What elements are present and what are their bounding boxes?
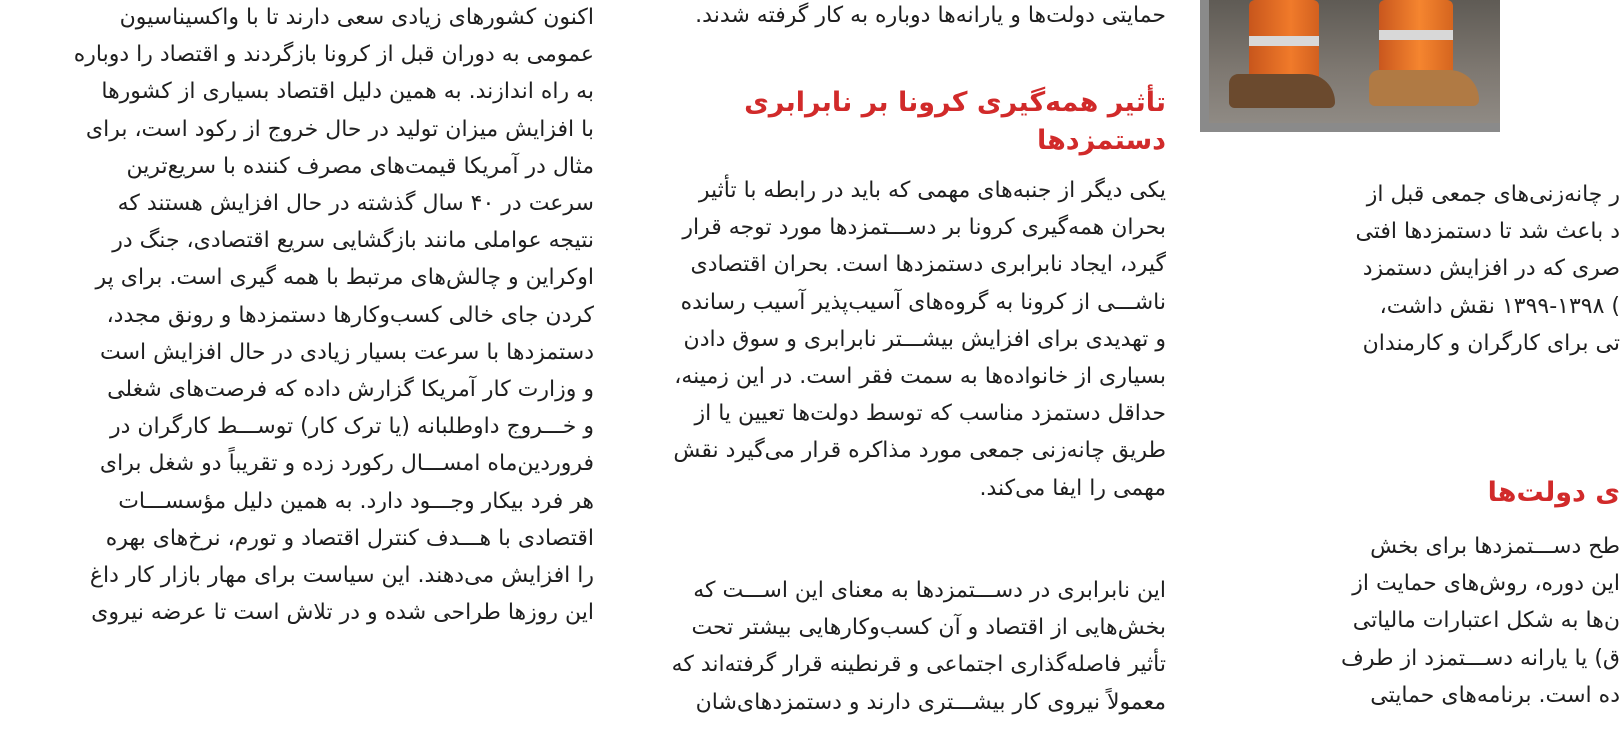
section-heading <box>620 84 1166 160</box>
text-line: ) ۱۳۹۹-۱۳۹۸ نقش داشت، <box>1379 293 1620 319</box>
text-line: کردن جای خالی کسب‌وکارها دستمزدها و رونق مجدد، <box>106 302 594 328</box>
text-line: بحران همه‌گیری کرونا بر دســـتمزدها مورد توجه قرار <box>682 215 1166 241</box>
text-line: به راه اندازند. به همین دلیل اقتصاد بسیاری از کشورها <box>101 79 594 105</box>
text-line: این نابرابری در دســـتمزدها به معنای این اســـت که <box>693 578 1166 603</box>
text-line: هر فرد بیکار وجـــود دارد. به همین دلیل مؤسســـات <box>118 488 594 514</box>
middle-top-text <box>620 0 1166 34</box>
heading-line: دستمزدها <box>1036 125 1166 156</box>
text-line: حداقل دستمزد مناسب که توسط دولت‌ها تعیین یا از <box>694 401 1166 427</box>
middle-paragraph-1 <box>620 172 1166 507</box>
text-line: گیرد، ایجاد نابرابری دستمزدها است. بحران اقتصادی <box>690 252 1166 278</box>
text-line: د باعث شد تا دستمزدها افتی <box>1355 219 1620 245</box>
middle-column <box>620 0 1166 743</box>
text-line: ناشـــی از کرونا به گروه‌های آسیب‌پذیر آسیب رسانده <box>680 289 1166 315</box>
text-line: با افزایش میزان تولید در حال خروج از رکود است، برای <box>85 116 594 142</box>
text-line: یکی دیگر از جنبه‌های مهمی که باید در رابطه با تأثیر <box>698 178 1166 203</box>
text-line: مثال در آمریکا قیمت‌های مصرف کننده با سریع‌ترین <box>126 153 594 179</box>
text-line: و خـــروج داوطلبانه (یا ترک کار) توســـط کارگران در <box>109 414 594 440</box>
text-line: مهمی را ایفا می‌کند. <box>979 475 1166 501</box>
text-line: تی برای کارگران و کارمندان <box>1362 330 1620 356</box>
text-line: معمولاً نیروی کار بیشـــتری دارند و دستمزدهای‌شان <box>695 689 1166 715</box>
text-line: نتیجه عواملی مانند بازگشایی سریع اقتصادی، جنگ در <box>112 228 594 254</box>
text-line: اقتصادی با هـــدف کنترل اقتصاد و تورم، نرخ‌های بهره <box>105 525 594 551</box>
middle-paragraph-2 <box>620 572 1166 721</box>
text-line: اکنون کشورهای زیادی سعی دارند تا با واکسیناسیون <box>119 5 594 30</box>
text-line: ده است. برنامه‌های حمایتی <box>1370 682 1620 708</box>
text-line: و وزارت کار آمریکا گزارش داده که فرصت‌های شغلی <box>107 377 594 403</box>
text-line: عمومی به دوران قبل از کرونا بازگردند و اقتصاد را دوباره <box>73 42 594 68</box>
text-line: بسیاری از خانواده‌ها به سمت فقر است. در این زمینه، <box>674 364 1166 390</box>
text-line: صری که در افزایش دستمزد <box>1362 256 1620 282</box>
text-line: و تهدیدی برای افزایش بیشـــتر نابرابری و سوق دادن <box>683 326 1166 352</box>
left-column <box>30 0 594 743</box>
right-paragraph-2 <box>1188 528 1620 714</box>
text-line: ن‌ها به شکل اعتبارات مالیاتی <box>1352 608 1620 634</box>
text-line: فروردین‌ماه امســـال رکورد زده و تقریباً دو شغل برای <box>99 451 594 477</box>
text-line: طح دســـتمزدها برای بخش <box>1370 534 1620 559</box>
text-line: تأثیر فاصله‌گذاری اجتماعی و قرنطینه قرار گرفته‌اند که <box>671 652 1166 678</box>
left-column-text <box>30 0 594 631</box>
text-line: دستمزدها با سرعت بسیار زیادی در حال افزایش است <box>100 339 594 365</box>
right-section-heading <box>1188 474 1620 512</box>
text-line: ق) یا یارانه دســـتمزد از طرف <box>1341 645 1620 671</box>
text-line: بخش‌هایی از اقتصاد و آن کسب‌وکارهایی بیشتر تحت <box>691 615 1166 641</box>
text-line: را افزایش می‌دهند. این سیاست برای مهار بازار کار داغ <box>89 563 594 589</box>
text-line: اوکراین و چالش‌های مرتبط با همه گیری است. برای پر <box>95 265 594 291</box>
heading-line: ی دولت‌ها <box>1487 477 1620 508</box>
text-line: این دوره، روش‌های حمایت از <box>1352 571 1620 597</box>
heading-line: تأثیر همه‌گیری کرونا بر نابرابری <box>744 87 1166 118</box>
text-line: سرعت در ۴۰ سال گذشته در حال افزایش هستند که <box>117 191 594 217</box>
right-column <box>1188 0 1620 743</box>
right-paragraph-1 <box>1188 176 1620 362</box>
text-line: حمایتی دولت‌ها و یارانه‌ها دوباره به کار گرفته شدند. <box>695 3 1166 28</box>
text-line: این روزها طراحی شده و در تلاش است تا عرضه نیروی <box>91 600 594 626</box>
text-line: طریق چانه‌زنی جمعی مورد مذاکره قرار می‌گیرد نقش <box>673 438 1166 464</box>
text-line: ر چانه‌زنی‌های جمعی قبل از <box>1366 182 1620 207</box>
